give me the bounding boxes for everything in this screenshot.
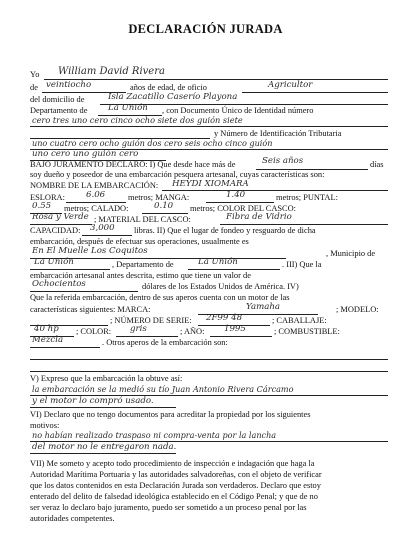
label-despues: embarcación, después de efectuar sus operaciones, usualmente es	[30, 237, 249, 246]
underline	[30, 224, 92, 225]
underline	[116, 336, 178, 337]
hw-caballaje: 40 hp	[34, 324, 59, 334]
label-puntal: metros; PUNTAL:	[276, 193, 338, 202]
underline	[142, 213, 188, 214]
underline	[242, 92, 388, 93]
hw-motivos-2: del motor no le entregaron nada.	[32, 442, 177, 452]
label-calado: metros; CALADO:	[64, 204, 129, 213]
label-nombre-emb: NOMBRE DE LA EMBARCACIÓN:	[30, 181, 159, 190]
label-departamento: Departamento de	[30, 106, 88, 115]
hw-material: Fibra de Vidrio	[226, 212, 292, 222]
hw-manga: 1.40	[226, 190, 246, 200]
vii-text-4: enterado del delito de falsedad ideológica establecido en el Código Penal; y que de no	[30, 492, 318, 501]
hw-domicilio: Isla Zacatillo Caserío Playona	[108, 92, 238, 102]
label-otros-aperos: . Otros aperos de la embarcación son:	[102, 338, 228, 347]
label-caballaje: ; CABALLAJE:	[272, 316, 327, 325]
label-material: ; MATERIAL DEL CASCO:	[94, 215, 191, 224]
hw-departamento: La Unión	[108, 103, 148, 113]
hw-departamento-2: La Unión	[198, 257, 238, 267]
label-vi-declaro: VI) Declaro que no tengo documentos para acreditar la propiedad por los siguientes	[30, 410, 311, 419]
label-serie: ; NÚMERO DE SERIE:	[110, 316, 192, 325]
label-documento: , con Documento Único de Identidad número	[162, 106, 314, 115]
hw-nombre: William David Rivera	[58, 66, 165, 77]
hw-oficio: Agricultor	[268, 80, 313, 90]
hw-obtencion-2: y el motor lo compró usado.	[32, 396, 154, 406]
label-color-casco: metros; COLOR DEL CASCO:	[190, 204, 297, 213]
underline	[30, 269, 110, 270]
hw-obtencion-1: la embarcación se la medió su tío Juan Antonio Rivera Cárcamo	[32, 384, 294, 394]
underline	[210, 336, 272, 337]
underline	[82, 235, 132, 236]
underline	[162, 190, 388, 191]
label-iii: . III) Que la	[282, 260, 322, 269]
hw-calado: 0.10	[154, 201, 174, 211]
underline	[66, 202, 126, 203]
label-manga: metros; MANGA:	[128, 193, 190, 202]
vii-text-5: ser veraz lo declaro bajo juramento, puedo ser sometido a un proceso penal por las	[30, 503, 307, 512]
underline	[30, 359, 388, 360]
underline	[30, 347, 100, 348]
underline	[188, 269, 280, 270]
label-de: de	[30, 83, 38, 92]
underline	[30, 453, 176, 454]
label-dolares: dólares de los Estados Unidos de América. IV)	[142, 282, 299, 291]
underline	[30, 371, 388, 372]
label-modelo: ; MODELO:	[336, 305, 379, 314]
label-referida: Que la referida embarcación, dentro de sus aperos cuenta con un motor de las	[30, 293, 290, 302]
hw-motivos-1: no habían realizado traspaso ni compra-venta por la lancha	[32, 430, 277, 440]
label-emb-artesanal: embarcación artesanal antes descrita, estimo que tiene un valor de	[30, 271, 251, 280]
hw-nit-1: uno cuatro cero ocho guión dos cero seis ocho cinco guión	[32, 138, 273, 148]
underline	[206, 202, 274, 203]
label-yo: Yo	[30, 70, 40, 79]
label-ano: ; AÑO:	[180, 327, 205, 336]
vii-text-2: Autoridad Marítima Portuaria y las autoridades salvadoreñas, con el objeto de verificar	[30, 470, 322, 479]
label-eslora: ESLORA:	[30, 193, 65, 202]
hw-color-casco: Rosa y Verde	[32, 212, 89, 222]
hw-tiempo: Seis años	[262, 156, 304, 166]
hw-serie: 2F99 48	[206, 313, 243, 323]
underline	[30, 407, 176, 408]
label-soy-dueno: soy dueño y poseedor de una embarcación pesquera artesanal, cuyas características son:	[30, 170, 325, 179]
hw-color-motor: gris	[130, 324, 147, 334]
vii-text-3: que los datos contenidos en esta Declaración Jurada son verdaderos. Declaro que estoy	[30, 481, 321, 490]
underline	[30, 291, 138, 292]
hw-valor: Ochocientos	[32, 279, 86, 289]
hw-eslora: 6.06	[86, 190, 106, 200]
hw-capacidad: 3,000	[90, 223, 115, 233]
hw-lugar: En El Muelle Los Coquitos	[32, 246, 148, 256]
hw-municipio: La Unión	[34, 257, 74, 267]
label-departamento-de: , Departamento de	[112, 260, 174, 269]
hw-dui: cero tres uno cero cinco ocho siete dos guión siete	[32, 115, 243, 125]
page-title: DECLARACIÓN JURADA	[128, 22, 283, 36]
label-combustible: ; COMBUSTIBLE:	[274, 327, 340, 336]
label-color: ; COLOR:	[76, 327, 112, 336]
vii-text-1: VII) Me someto y acepto todo procedimiento de inspección e indagación que haga la	[30, 459, 315, 468]
hw-nombre-emb: HEYDI XIOMARA	[172, 179, 249, 189]
label-anos-oficio: años de edad, de oficio	[130, 83, 207, 92]
label-nit: y Número de Identificación Tributaria	[214, 129, 342, 138]
label-caracteristicas: características siguientes: MARCA:	[30, 305, 151, 314]
vii-text-6: autoridades competentes.	[30, 514, 115, 523]
label-domicilio: del domicilio de	[30, 95, 85, 104]
underline	[44, 79, 388, 80]
label-municipio: , Municipio de	[326, 249, 376, 258]
hw-combustible: Mezcla	[32, 335, 64, 345]
label-capacidad: CAPACIDAD:	[30, 226, 81, 235]
hw-puntal: 0.55	[32, 201, 52, 211]
hw-ano: 1995	[224, 324, 246, 334]
label-motivos: motivos:	[30, 421, 60, 430]
underline	[220, 224, 388, 225]
label-libras: libras. II) Que el lugar de fondeo y resguardo de dicha	[134, 226, 316, 235]
underline	[30, 126, 388, 127]
hw-edad: veintiocho	[46, 80, 92, 90]
hw-marca: Yamaha	[246, 302, 281, 312]
hw-nit-2: uno cero uno guión cero	[32, 149, 139, 159]
label-bajo-juramento: BAJO JURAMENTO DECLARO: I) Que desde hace más de	[30, 160, 236, 169]
label-dias: días	[370, 160, 384, 169]
label-v-expreso: V) Expreso que la embarcación la obtuve así:	[30, 374, 183, 383]
